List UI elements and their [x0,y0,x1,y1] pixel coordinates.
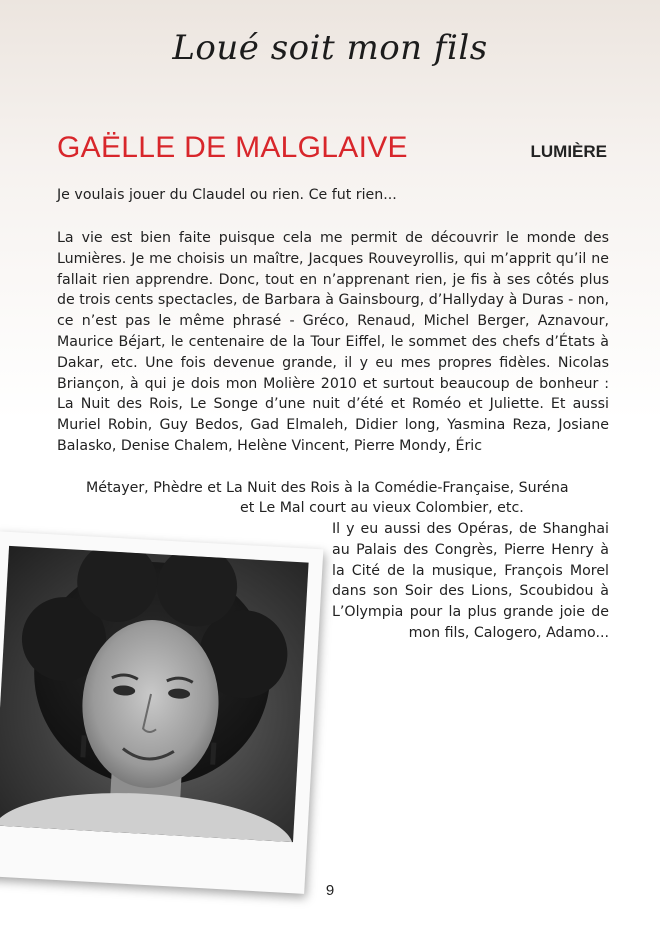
artist-role: LUMIÈRE [530,142,607,161]
portrait-photo [0,546,309,842]
bio-intro: Je voulais jouer du Claudel ou rien. Ce fut rien... [57,187,397,203]
artist-name: GAËLLE DE MALGLAIVE [57,131,408,164]
portrait-polaroid [0,531,323,894]
portrait-illustration [0,546,309,842]
bio-paragraph-right: Il y eu aussi des Opéras, de Shanghai au Palais des Congrès, Pierre Henry à la Cité de la musique, François Morel dans son Soir des Lions, Scoubidou à L’Olympia pour la plus grande joie de mon fils, Calogero, Adamo... [332,521,609,641]
bio-wrap-line-2: et Le Mal court au vieux Colombier, etc. [240,500,524,516]
page-number: 9 [325,882,335,899]
bio-main-text: La vie est bien faite puisque cela me permit de découvrir le monde des Lumières. Je me choisis un maître, Jacques Rouveyrollis, qui m’apprit qu’il ne fallait rien apprendre. Donc, tout en n’apprenant rien, je fis à ses côtés plus de trois cents spectacles, de Barbara à Gainsbourg, d’Hallyday à Duras - non, ce n’est pas le même phrasé - Gréco, Renaud, Michel Berger, Aznavour, Maurice Béjart, le centenaire de la Tour Eiffel, le sommet des chefs d’États à Dakar, etc. Une fois devenue grande, il y eu mes propres fidèles. Nicolas Briançon, à qui je dois mon Molière 2010 et surtout beaucoup de bonheur : La Nuit des Rois, Le Songe d’une nuit d’été et Roméo et Juliette. Et aussi Muriel Robin, Guy Bedos, Gad Elmaleh, Didier long, Yasmina Reza, Josiane Balasko, Denise Chalem, Helène Vincent, Pierre Mondy, Éric [57,230,609,454]
bio-wrap-line-1: Métayer, Phèdre et La Nuit des Rois à la Comédie-Française, Suréna [86,480,569,496]
bio-paragraph-main [57,228,609,457]
page-title: Loué soit mon fils [172,28,488,68]
